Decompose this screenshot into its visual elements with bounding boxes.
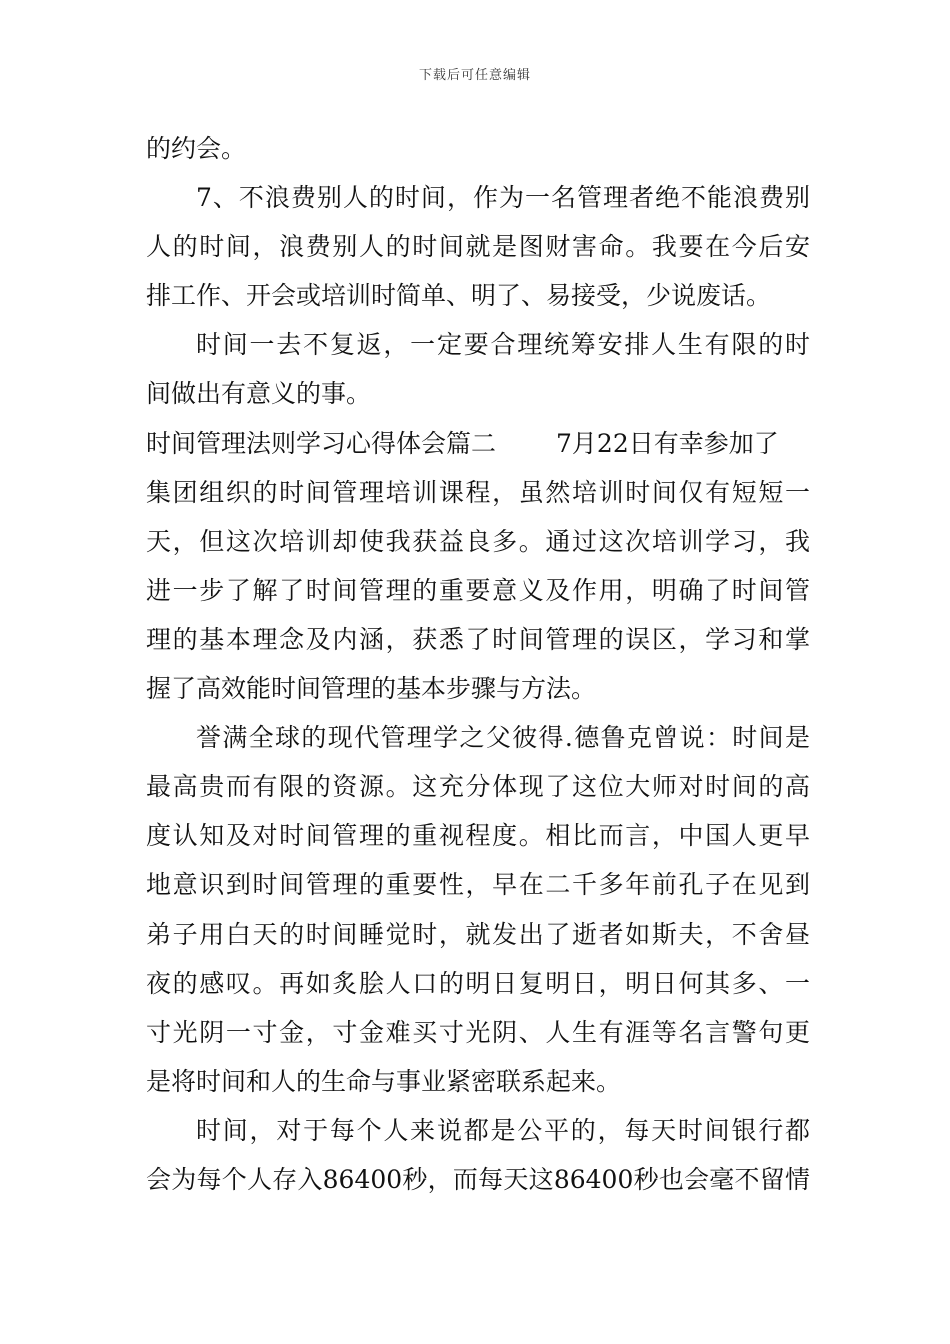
- text-line: 时间，对于每个人来说都是公平的，每天时间银行都: [196, 1115, 810, 1145]
- text-line: 理的基本理念及内涵，获悉了时间管理的误区，学习和掌: [146, 624, 810, 654]
- text-line: 集团组织的时间管理培训课程，虽然培训时间仅有短短一: [146, 477, 810, 507]
- text-line: 间做出有意义的事。: [146, 379, 372, 409]
- text-line: 最高贵而有限的资源。这充分体现了这位大师对时间的高: [146, 772, 810, 802]
- text-line: 寸光阴一寸金，寸金难买寸光阴、人生有涯等名言警句更: [146, 1017, 810, 1047]
- text-line: 时间一去不复返，一定要合理统筹安排人生有限的时: [196, 330, 810, 360]
- text-line: 人的时间，浪费别人的时间就是图财害命。我要在今后安: [146, 232, 810, 262]
- text-line: 握了高效能时间管理的基本步骤与方法。: [146, 674, 597, 704]
- text-line: 的约会。: [146, 134, 247, 163]
- page-header: 下载后可任意编辑: [418, 68, 531, 83]
- text-line: 排工作、开会或培训时简单、明了、易接受，少说废话。: [146, 281, 772, 311]
- text-line: 天，但这次培训却使我获益良多。通过这次培训学习，我: [146, 526, 810, 556]
- text-line: 誉满全球的现代管理学之父彼得.德鲁克曾说：时间是: [196, 723, 810, 753]
- text-line: 夜的感叹。再如炙脍人口的明日复明日，明日何其多、一: [146, 968, 810, 998]
- text-line: 弟子用白天的时间睡觉时，就发出了逝者如斯夫，不舍昼: [146, 919, 810, 949]
- text-line: 度认知及对时间管理的重视程度。相比而言，中国人更早: [146, 821, 810, 851]
- line-text: 7月22日有幸参加了: [556, 428, 779, 458]
- text-line: 地意识到时间管理的重要性，早在二千多年前孔子在见到: [146, 870, 810, 900]
- document-body: [146, 124, 810, 1204]
- text-line: 7、不浪费别人的时间，作为一名管理者绝不能浪费别: [196, 183, 810, 213]
- text-line: 进一步了解了时间管理的重要意义及作用，明确了时间管: [146, 575, 810, 605]
- section-title: 时间管理法则学习心得体会篇二: [146, 428, 497, 458]
- text-line: 是将时间和人的生命与事业紧密联系起来。: [146, 1066, 622, 1096]
- text-line: 会为每个人存入86400秒，而每天这86400秒也会毫不留情: [146, 1164, 810, 1194]
- text-line: [146, 419, 810, 468]
